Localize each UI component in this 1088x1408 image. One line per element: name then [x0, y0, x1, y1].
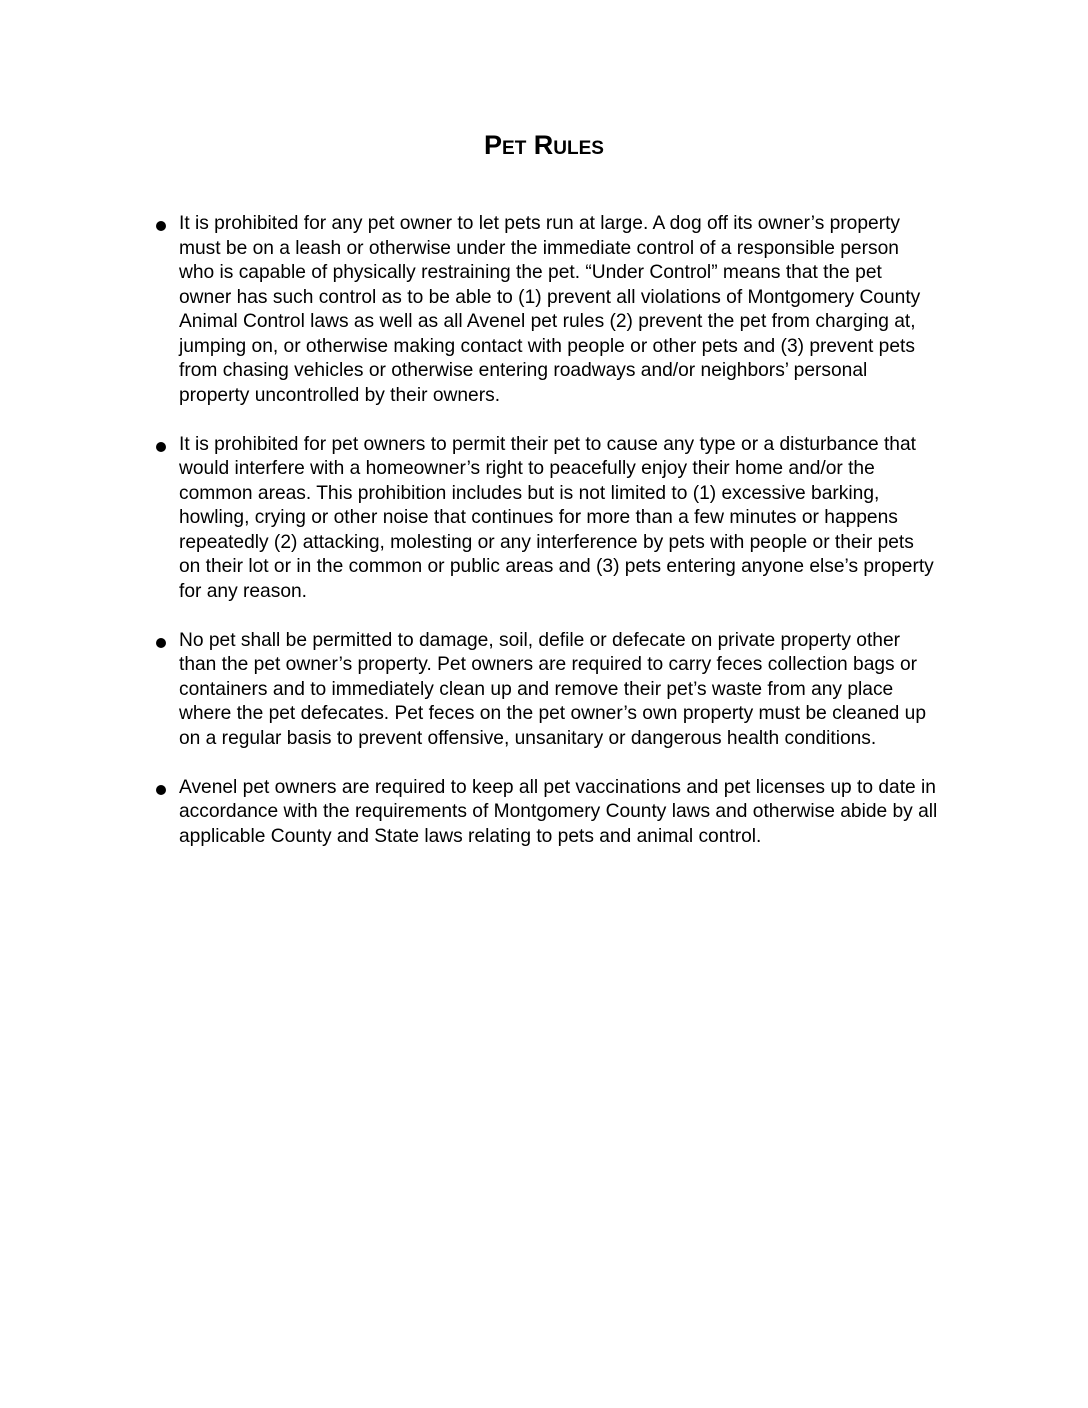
rule-item — [179, 212, 939, 408]
bullet-icon — [156, 442, 166, 452]
page-title: Pet Rules — [484, 130, 604, 160]
bullet-icon — [156, 638, 166, 648]
rule-item — [179, 433, 939, 605]
bullet-icon — [156, 785, 166, 795]
rule-text: It is prohibited for any pet owner to let pets run at large. A dog off its owner’s property must be on a leash or otherwise under the immediate control of a responsible person who is capable of physically restraining the pet. “Under Control” means that the pet owner has such control as to be able to (1) prevent all violations of Montgomery County Animal Control laws as well as all Avenel pet rules (2) prevent the pet from charging at, jumping on, or otherwise making contact with people or other pets and (3) prevent pets from chasing vehicles or otherwise entering roadways and/or neighbors’ personal property uncontrolled by their owners. — [179, 213, 921, 406]
rule-item — [179, 776, 939, 850]
rule-text: Avenel pet owners are required to keep all pet vaccinations and pet licenses up to date in accordance with the requirements of Montgomery County laws and otherwise abide by all applicable County and State laws relating to pets and animal control. — [179, 776, 938, 847]
bullet-icon — [156, 221, 166, 231]
rules-list — [179, 212, 939, 874]
rule-text: It is prohibited for pet owners to permit their pet to cause any type or a disturbance that would interfere with a homeowner’s right to peacefully enjoy their home and/or the common areas. This prohibition includes but is not limited to (1) excessive barking, howling, crying or other noise that continues for more than a few minutes or happens repeatedly (2) attacking, molesting or any interference by pets with people or their pets on their lot or in the common or public areas and (3) pets entering anyone else’s property for any reason. — [179, 433, 934, 602]
rule-text: No pet shall be permitted to damage, soil, defile or defecate on private property other than the pet owner’s property. Pet owners are required to carry feces collection bags or containers and to immediately clean up and remove their pet’s waste from any place where the pet defecates. Pet feces on the pet owner’s own property must be cleaned up on a regular basis to prevent offensive, unsanitary or dangerous health conditions. — [179, 629, 927, 749]
rule-item — [179, 629, 939, 752]
